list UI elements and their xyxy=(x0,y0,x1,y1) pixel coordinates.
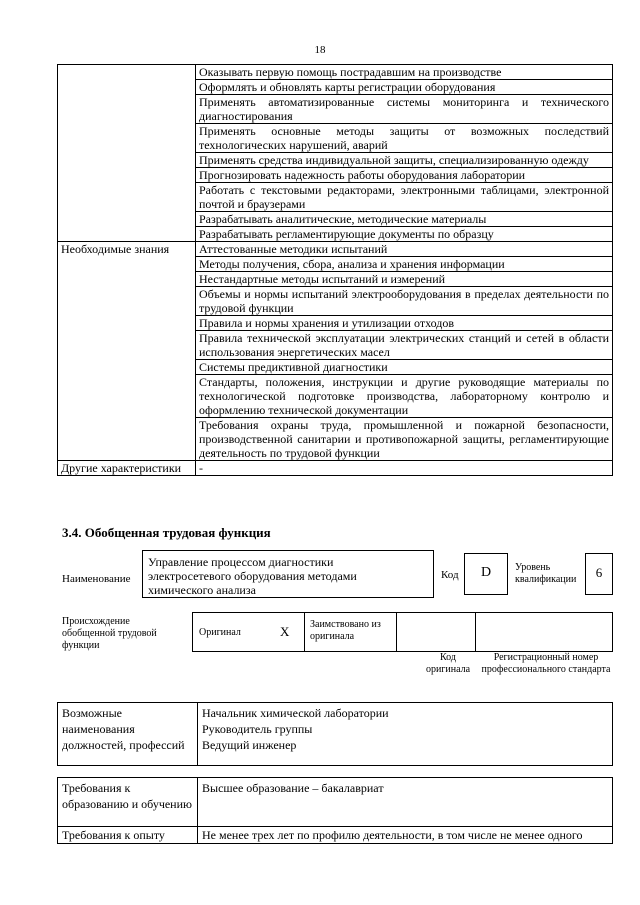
table-cell: Правила и нормы хранения и утилизации отходов xyxy=(196,316,613,331)
positions-table xyxy=(57,702,613,766)
origin-divider-3 xyxy=(475,612,476,652)
positions-values xyxy=(198,703,613,766)
position-item: Начальник химической лаборатории xyxy=(202,706,389,720)
original-label: Оригинал xyxy=(199,627,241,638)
position-item: Руководитель группы xyxy=(202,722,313,736)
table-cell: Объемы и нормы испытаний электрооборудования в пределах деятельности по трудовой функции xyxy=(196,287,613,316)
level-label: Уровень квалификации xyxy=(515,562,577,585)
experience-value: Не менее трех лет по профилю деятельности, в том числе не менее одного xyxy=(198,827,613,844)
row-label-empty xyxy=(58,65,196,242)
table-cell: Работать с текстовыми редакторами, электронными таблицами, электронной почтой и браузерами xyxy=(196,183,613,212)
table-cell: Применять автоматизированные системы мониторинга и технического диагностирования xyxy=(196,95,613,124)
table-cell: Применять основные методы защиты от возможных последствий технологических нарушений, аварий xyxy=(196,124,613,153)
code-value: D xyxy=(480,565,492,580)
table-cell: Разрабатывать аналитические, методические материалы xyxy=(196,212,613,227)
page-number: 18 xyxy=(314,44,326,56)
code-label: Код xyxy=(441,569,459,581)
table-cell: Правила технической эксплуатации электрических станций и сетей в области использования энергетических масел xyxy=(196,331,613,360)
table-cell: Системы предиктивной диагностики xyxy=(196,360,613,375)
origin-box xyxy=(192,612,613,652)
knowledge-row xyxy=(58,242,613,257)
table-cell: Методы получения, сбора, анализа и хранения информации xyxy=(196,257,613,272)
table-cell: Требования охраны труда, промышленной и пожарной безопасности, производственной санитарии и противопожарной защиты, регламентирующие деятельность по трудовой функции xyxy=(196,418,613,461)
positions-label: Возможные наименования должностей, профессий xyxy=(58,703,198,766)
row-label: Другие характеристики xyxy=(58,461,196,476)
table-cell: Прогнозировать надежность работы оборудования лаборатории xyxy=(196,168,613,183)
knowledge-skills-table xyxy=(57,64,613,476)
borrowed-label: Заимствовано из оригинала xyxy=(310,619,381,642)
origin-divider-2 xyxy=(396,612,397,652)
section-title: 3.4. Обобщенная трудовая функция xyxy=(62,525,271,540)
skill-row xyxy=(58,65,613,80)
original-mark: X xyxy=(280,624,290,639)
experience-label: Требования к опыту xyxy=(58,827,198,844)
code-original-caption: Код оригинала xyxy=(425,652,471,675)
table-cell: Разрабатывать регламентирующие документы по образцу xyxy=(196,227,613,242)
row-label: Необходимые знания xyxy=(58,242,196,461)
table-cell: Нестандартные методы испытаний и измерений xyxy=(196,272,613,287)
requirements-table xyxy=(57,777,613,844)
position-item: Ведущий инженер xyxy=(202,738,297,752)
table-cell: - xyxy=(196,461,613,476)
table-cell: Оказывать первую помощь пострадавшим на производстве xyxy=(196,65,613,80)
origin-label: Происхождение обобщенной трудовой функции xyxy=(62,616,157,651)
origin-divider-1 xyxy=(304,612,305,652)
table-cell: Стандарты, положения, инструкции и другие руководящие материалы по технологической подготовке производства, лабораторному контролю и оформлению технической документации xyxy=(196,375,613,418)
table-cell: Аттестованные методики испытаний xyxy=(196,242,613,257)
table-cell: Применять средства индивидуальной защиты, специализированную одежду xyxy=(196,153,613,168)
education-label: Требования к образованию и обучению xyxy=(58,778,198,827)
table-cell: Оформлять и обновлять карты регистрации оборудования xyxy=(196,80,613,95)
reg-number-caption: Регистрационный номер профессионального стандарта xyxy=(481,652,611,675)
name-value: Управление процессом диагностики электросетевого оборудования методами химического анализа xyxy=(148,555,357,597)
other-row xyxy=(58,461,613,476)
name-label: Наименование xyxy=(62,573,131,585)
level-value: 6 xyxy=(595,565,603,580)
education-value: Высшее образование – бакалавриат xyxy=(198,778,613,827)
